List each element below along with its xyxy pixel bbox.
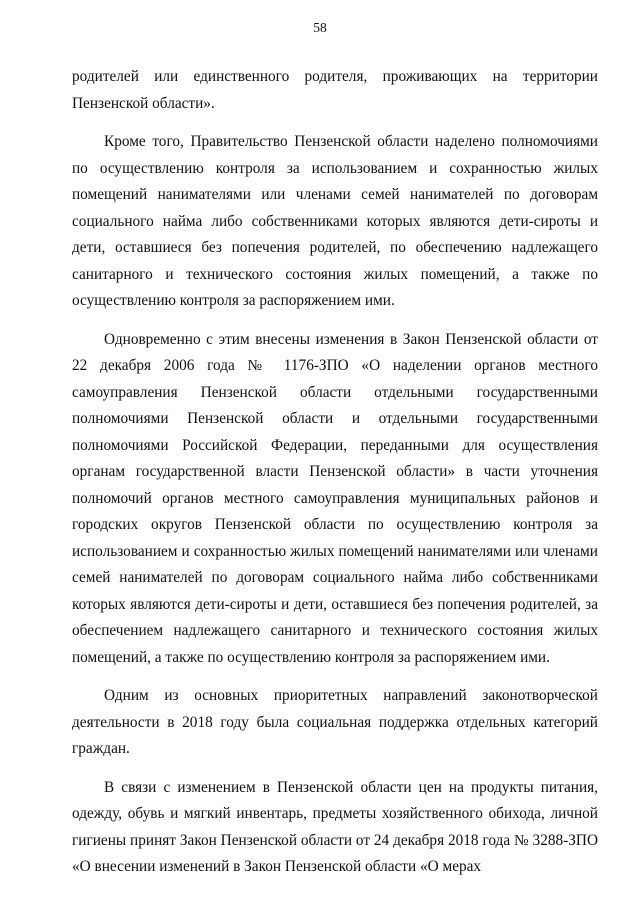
paragraph-social-support: Одним из основных приоритетных направлений законотворческой деятельности в 2018 году была социальная поддержка отдельных категорий граждан. — [72, 687, 598, 757]
document-body — [72, 64, 598, 881]
paragraph-government-powers: Кроме того, Правительство Пензенской области наделено полномочиями по осуществлению контроля за использованием и сохранностью жилых помещений нанимателями или членами семей нанимателей по договорам социального найма либо собственниками которых являются дети-сироты и дети, оставшиеся без попечения родителей, по обеспечению надлежащего санитарного и технического состояния жилых помещений, а также по осуществлению контроля за распоряжением ими. — [72, 133, 598, 309]
paragraph-law-amendments: Одновременно с этим внесены изменения в Закон Пензенской области от 22 декабря 2006 года № 1176-ЗПО «О наделении органов местного самоуправления Пензенской области отдельными государственными полномочиями Пензенской области и отдельными государственными полномочиями Российской Федерации, переданными для осуществления органам государственной власти Пензенской области» в части уточнения полномочий органов местного самоуправления муниципальных районов и городских округов Пензенской области по осуществлению контроля за использованием и сохранностью жилых помещений нанимателями или членами семей нанимателей по договорам социального найма либо собственниками которых являются дети-сироты и дети, оставшиеся без попечения родителей, за обеспечением надлежащего санитарного и технического состояния жилых помещений, а также по осуществлению контроля за распоряжением ими. — [72, 330, 598, 666]
paragraph-continuation: родителей или единственного родителя, проживающих на территории Пензенской области». — [72, 68, 598, 112]
page-number: 58 — [313, 20, 327, 35]
paragraph-price-changes: В связи с изменением в Пензенской области цен на продукты питания, одежду, обувь и мягкий инвентарь, предметы хозяйственного обихода, личной гигиены принят Закон Пензенской области от 24 декабря 2018 года № 3288-ЗПО «О внесении изменений в Закон Пензенской области «О мерах — [72, 778, 598, 875]
